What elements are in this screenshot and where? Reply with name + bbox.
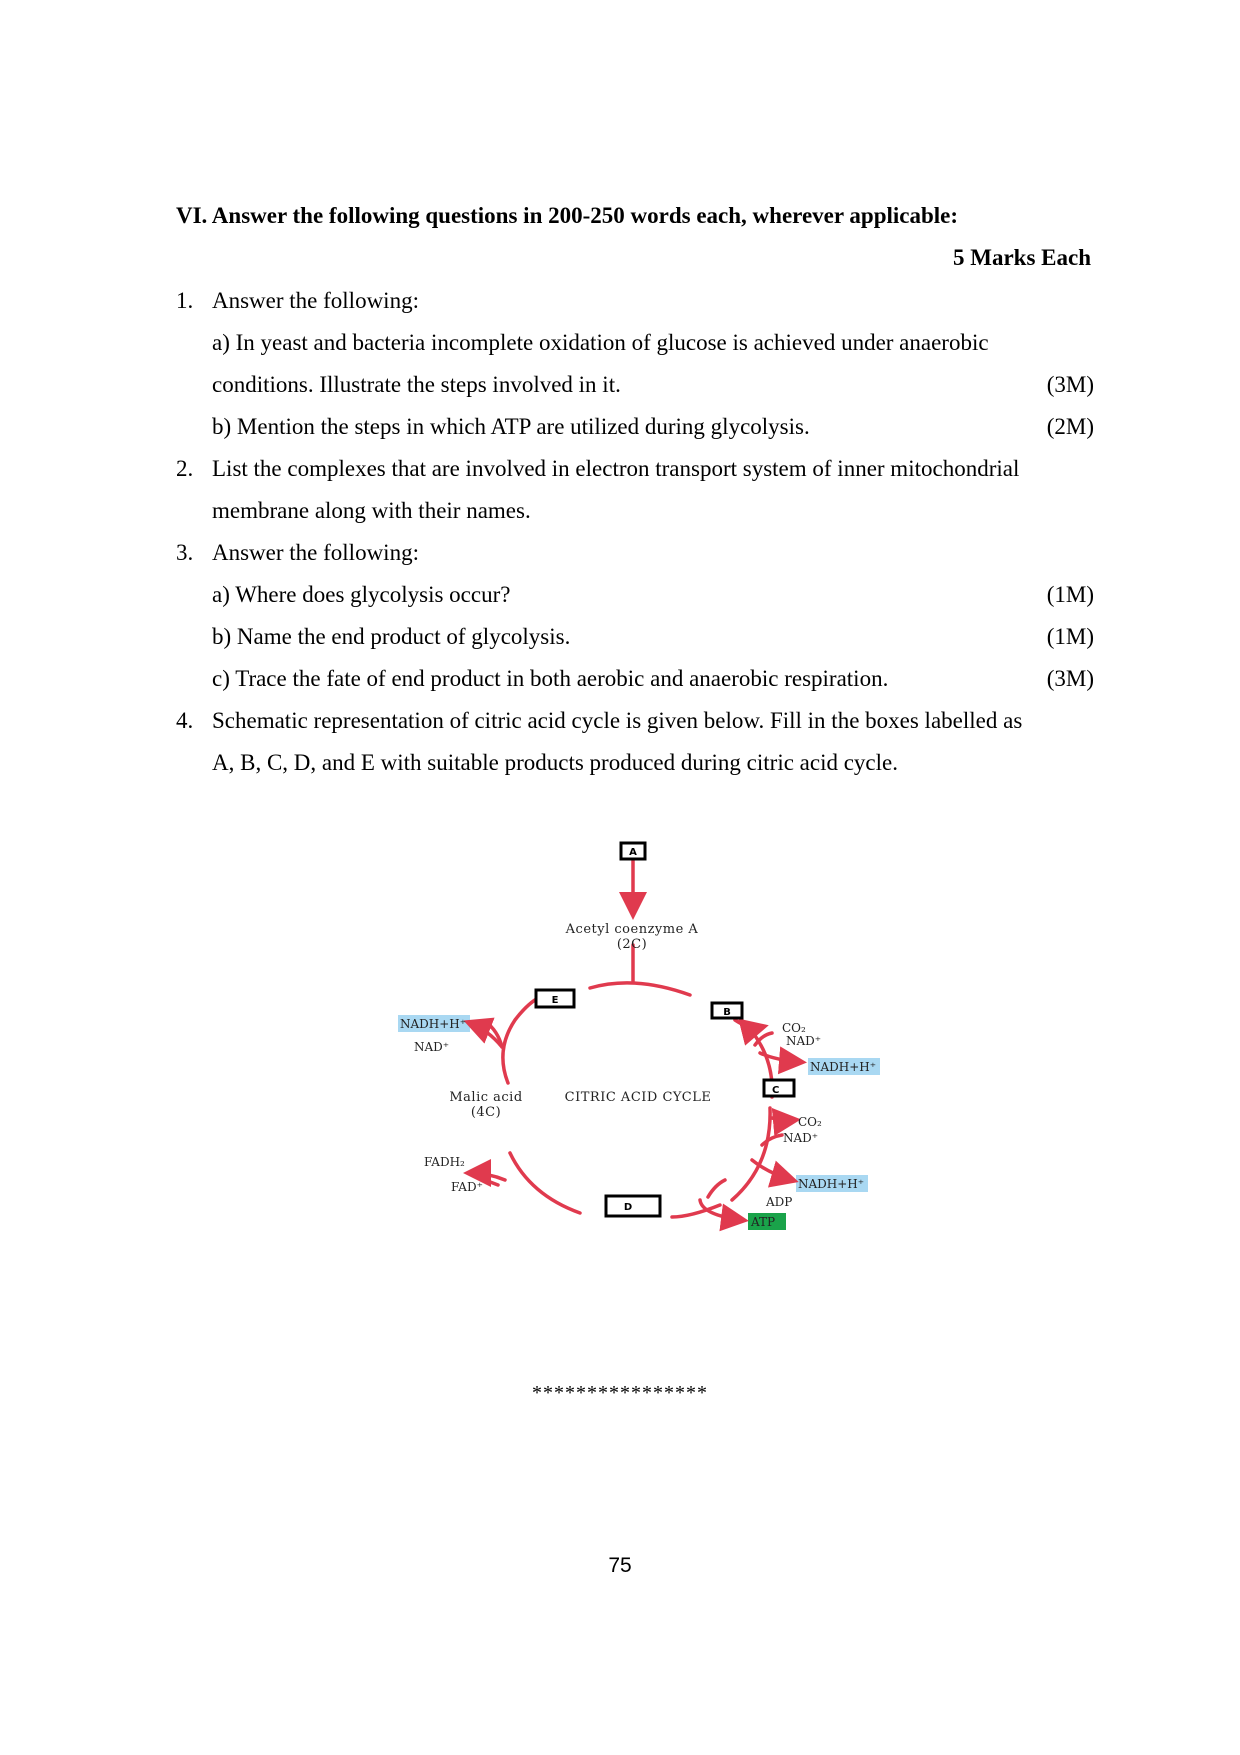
fad-label: FAD⁺ [451, 1180, 483, 1194]
nad-c-label: NAD⁺ [783, 1131, 819, 1145]
malic-label: Malic acid [449, 1090, 523, 1105]
q4-line1: Schematic representation of citric acid cycle is given below. Fill in the boxes labelled as [212, 708, 1023, 733]
acetyl-label: Acetyl coenzyme A [565, 922, 699, 937]
q1b-text: b) Mention the steps in which ATP are utilized during glycolysis. [212, 414, 810, 439]
q3-number: 3. [176, 540, 194, 565]
fadh2-label: FADH₂ [424, 1155, 465, 1169]
q1a-line1: a) In yeast and bacteria incomplete oxidation of glucose is achieved under anaerobic [212, 330, 989, 355]
marks-each-label: 5 Marks Each [953, 245, 1091, 270]
q2-line1: List the complexes that are involved in electron transport system of inner mitochondrial [212, 456, 1020, 481]
box-a-label: A [629, 847, 637, 858]
co2-c-label: CO₂ [798, 1115, 822, 1129]
acetyl-carbons-label: (2C) [616, 937, 648, 952]
nad-e-label: NAD⁺ [414, 1040, 450, 1054]
q1-number: 1. [176, 288, 194, 313]
atp-out [700, 1200, 742, 1220]
box-c-label: C [772, 1085, 780, 1096]
co2-b-label: CO₂ [782, 1021, 806, 1035]
nadh-c-label: NADH+H⁺ [798, 1177, 865, 1191]
page-number: 75 [608, 1554, 632, 1577]
cycle-arc-top [590, 983, 690, 995]
nadh-e-label: NADH+H⁺ [400, 1017, 467, 1031]
box-d-label: D [623, 1202, 633, 1213]
co2-b-out [735, 1020, 762, 1028]
q4-number: 4. [176, 708, 194, 733]
adp-label: ADP [766, 1195, 793, 1209]
q2-line2: membrane along with their names. [212, 498, 531, 523]
box-b-label: B [723, 1007, 731, 1018]
q3a-marks: (1M) [1046, 582, 1094, 607]
box-d [606, 1196, 660, 1216]
citric-acid-cycle-diagram [390, 835, 910, 1255]
citric-acid-cycle-svg [390, 835, 910, 1255]
nadh-b-label: NADH+H⁺ [810, 1060, 877, 1074]
cycle-label: CITRIC ACID CYCLE [564, 1090, 712, 1105]
malic-carbons-label: (4C) [470, 1105, 502, 1120]
end-stars: **************** [532, 1382, 708, 1404]
q4-line2: A, B, C, D, and E with suitable products produced during citric acid cycle. [212, 750, 898, 775]
q3b-text: b) Name the end product of glycolysis. [212, 624, 571, 649]
q1a-line2: conditions. Illustrate the steps involved in it. [212, 372, 621, 397]
box-e-label: E [551, 995, 559, 1006]
q3-text: Answer the following: [212, 540, 419, 565]
q3c-text: c) Trace the fate of end product in both aerobic and anaerobic respiration. [212, 666, 889, 691]
cycle-arc-right-bottom [732, 1108, 770, 1200]
cycle-arc-bottom-right [672, 1205, 720, 1217]
nad-b-label: NAD⁺ [786, 1034, 822, 1048]
atp-label: ATP [751, 1215, 776, 1229]
nad-c-in [762, 1135, 782, 1145]
section-title: VI. Answer the following questions in 200-250 words each, wherever applicable: [176, 203, 959, 228]
q3b-marks: (1M) [1046, 624, 1094, 649]
cycle-arc-bottom-left [510, 1153, 580, 1213]
cycle-arc-left [503, 997, 540, 1083]
q2-number: 2. [176, 456, 194, 481]
q1a-marks: (3M) [1046, 372, 1094, 397]
q3a-text: a) Where does glycolysis occur? [212, 582, 511, 607]
q3c-marks: (3M) [1046, 666, 1094, 691]
q1-text: Answer the following: [212, 288, 419, 313]
co2-c-out [772, 1118, 794, 1120]
adp-in [708, 1180, 725, 1197]
q1b-marks: (2M) [1046, 414, 1094, 439]
